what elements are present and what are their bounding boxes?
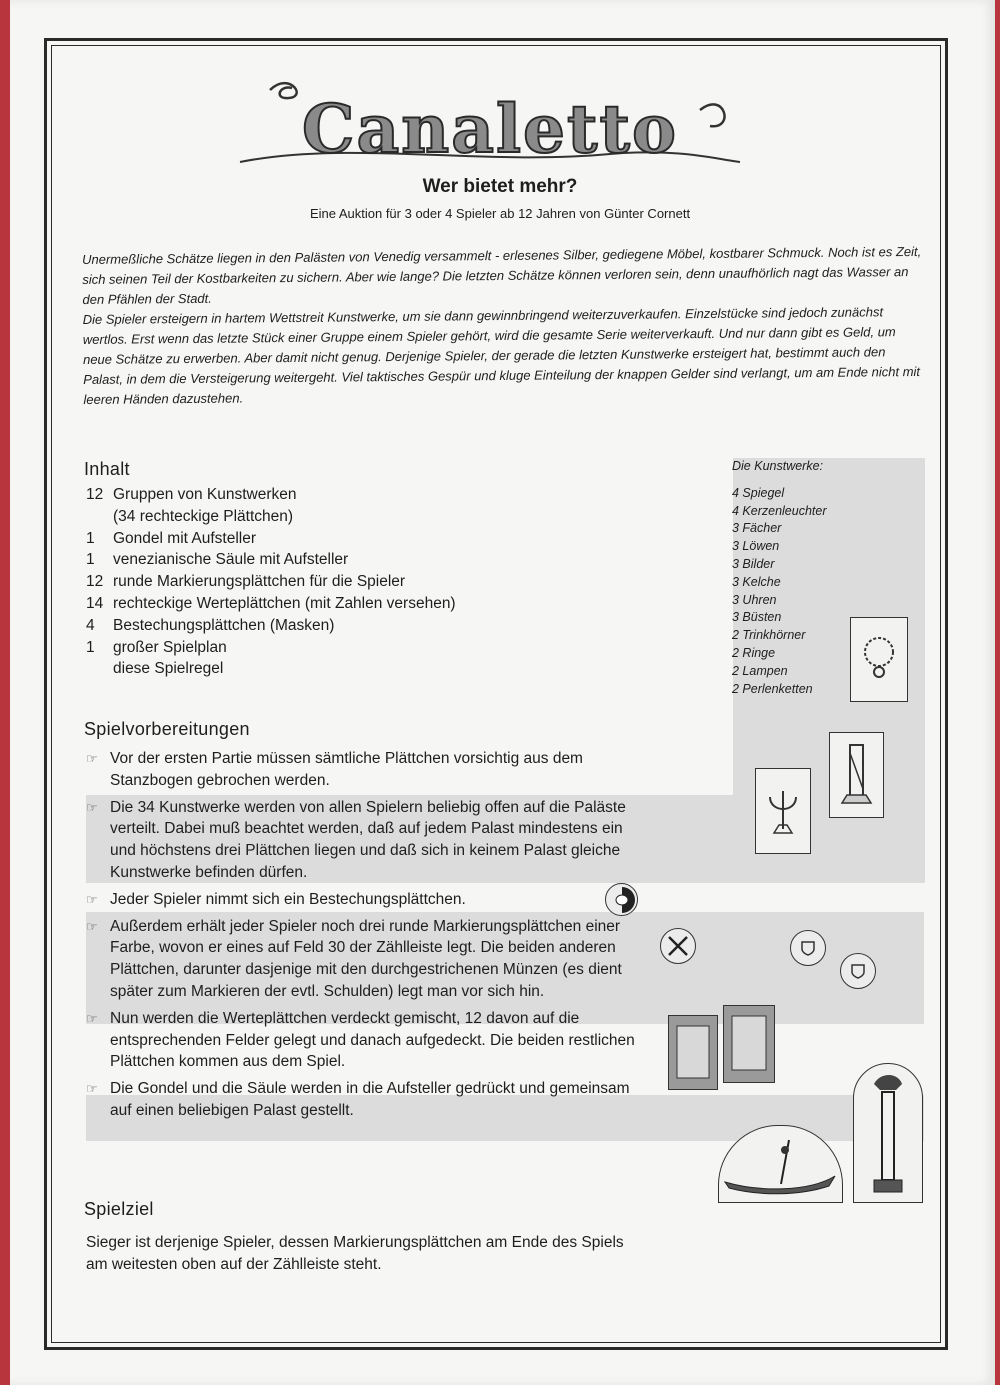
value-tile xyxy=(723,1005,775,1083)
canaletto-logo xyxy=(230,70,750,180)
prep-step xyxy=(86,889,646,911)
pointing-hand-icon: ☞ xyxy=(86,918,98,934)
candlestick-icon xyxy=(756,769,810,853)
intro-text xyxy=(82,242,923,410)
pointing-hand-icon: ☞ xyxy=(86,751,98,766)
intro-paragraph-1: Unermeßliche Schätze liegen in den Palästen von Venedig versammelt - erlesenes Silber, gediegene Möbel, kostbarer Schmuck. Noch ist es Zeit, sich seinen Teil der Kostbarkeiten zu sichern. Aber wie lange? Die letzten Schätze können verloren sein, denn unaufhörlich nagt das Wasser an den Pfählen der Stadt. xyxy=(82,243,922,307)
pointing-hand-icon: ☞ xyxy=(86,891,98,907)
column-stand xyxy=(853,1063,923,1203)
goal-text: Sieger ist derjenige Spieler, dessen Markierungsplättchen am Ende des Spiels am weitesten oben auf der Zählleiste steht. xyxy=(86,1234,624,1273)
contents-list xyxy=(86,484,526,680)
value-tile-art-icon xyxy=(724,1006,774,1082)
item-count: 1 xyxy=(86,529,95,547)
prep-step xyxy=(86,748,646,792)
contents-item xyxy=(86,549,526,571)
pointing-hand-icon: ☞ xyxy=(86,1081,98,1097)
gondola-icon xyxy=(719,1126,841,1202)
value-tile xyxy=(668,1015,718,1090)
artwork-item: 2 Trinkhörner xyxy=(732,628,806,643)
item-count: 1 xyxy=(86,638,95,656)
value-tile-art-icon xyxy=(669,1016,717,1089)
item-text: rechteckige Werteplättchen (mit Zahlen versehen) xyxy=(113,594,456,612)
prep-step xyxy=(86,1008,646,1073)
artwork-item: 2 Lampen xyxy=(732,663,788,678)
artwork-item: 2 Ringe xyxy=(732,645,776,660)
item-text: diese Spielregel xyxy=(113,660,224,678)
item-count: 12 xyxy=(86,486,104,503)
item-text: (34 rechteckige Plättchen) xyxy=(113,507,294,525)
prep-step xyxy=(86,1078,646,1122)
bust-tile xyxy=(829,732,884,818)
item-text: Gondel mit Aufsteller xyxy=(113,529,257,547)
item-text: Gruppen von Kunstwerken xyxy=(113,486,297,503)
crossed-coin-token xyxy=(660,928,696,964)
item-count xyxy=(86,506,113,528)
prep-step-text: Die Gondel und die Säule werden in die Aufsteller gedrückt und gemeinsam auf einen beliebigen Palast gestellt. xyxy=(110,1080,630,1119)
intro-paragraph-2: Die Spieler ersteigern in hartem Wettstreit Kunstwerke, um sie dann gewinnbringend weiterzuverkaufen. Einzelstücke sind jedoch zunächst wertlos. Erst wenn das letzte Stück einer Gruppe einem Spieler gehört, wird die gesamte Serie weiterverkauft. Und nur dann gibt es Geld, um neue Schätze zu erwerben. Aber damit nicht genug. Derjenige Spieler, der gerade die letzten Kunstwerke ersteigert hat, bestimmt auch den Palast, in dem die Versteigerung weitergeht. Viel taktisches Gespür und kluge Einteilung der knappen Gelder sind verlangt, um am Ende nicht mit leeren Händen dazustehen. xyxy=(82,304,921,407)
necklace-tile xyxy=(850,617,908,702)
item-text: venezianische Säule mit Aufsteller xyxy=(113,551,349,569)
byline: Eine Auktion für 3 oder 4 Spieler ab 12 Jahren von Günter Cornett xyxy=(309,206,691,221)
marker-token xyxy=(790,930,826,966)
artworks-heading: Die Kunstwerke: xyxy=(732,459,824,473)
goal-heading: Spielziel xyxy=(84,1199,154,1219)
item-text: runde Markierungsplättchen für die Spieler xyxy=(113,573,406,591)
prep-step xyxy=(86,797,646,884)
artwork-item: 4 Spiegel xyxy=(732,485,785,500)
pointing-hand-icon: ☞ xyxy=(86,1010,98,1026)
venetian-column-icon xyxy=(854,1064,922,1202)
item-text: Bestechungsplättchen (Masken) xyxy=(113,616,335,634)
artwork-item: 3 Löwen xyxy=(732,539,780,554)
item-count: 1 xyxy=(86,551,95,569)
item-count: 12 xyxy=(86,573,104,591)
preparation-list xyxy=(86,748,646,1127)
column-bust-icon xyxy=(830,733,883,817)
prep-step-text: Jeder Spieler nimmt sich ein Bestechungsplättchen. xyxy=(110,890,466,908)
pointing-hand-icon: ☞ xyxy=(86,799,98,815)
artwork-item: 3 Bilder xyxy=(732,556,775,571)
crest-icon xyxy=(798,938,818,958)
contents-item xyxy=(86,506,526,528)
prep-step-text: Die 34 Kunstwerke werden von allen Spielern beliebig offen auf die Paläste verteilt. Dabei muß beachtet werden, daß auf jedem Palast mindestens ein und höchstens drei Plättchen liegen und daß sich in keinem Palast gleiche Kunstwerke befinden dürfen. xyxy=(110,798,626,881)
prep-step-text: Nun werden die Werteplättchen verdeckt gemischt, 12 davon auf die entsprechenden Felder gelegt und danach aufgedeckt. Die beiden restlichen Plättchen kommen aus dem Spiel. xyxy=(110,1009,635,1071)
artwork-item: 3 Fächer xyxy=(732,521,782,536)
prep-step xyxy=(86,916,646,1003)
logo-text: Canaletto xyxy=(301,90,679,168)
contents-item xyxy=(86,637,526,659)
item-count: 14 xyxy=(86,594,104,612)
artwork-item: 2 Perlenketten xyxy=(732,681,813,696)
contents-heading: Inhalt xyxy=(84,459,130,479)
crossed-coins-icon xyxy=(663,931,693,961)
preparation-heading: Spielvorbereitungen xyxy=(84,719,250,739)
artwork-item: 3 Uhren xyxy=(732,592,777,607)
necklace-icon xyxy=(851,618,907,701)
marker-token xyxy=(840,953,876,989)
candlestick-tile xyxy=(755,768,811,854)
contents-item xyxy=(86,528,526,550)
contents-item xyxy=(86,571,526,593)
prep-step-text: Vor der ersten Partie müssen sämtliche Plättchen vorsichtig aus dem Stanzbogen gebrochen werden. xyxy=(110,750,583,789)
prep-step-text: Außerdem erhält jeder Spieler noch drei runde Markierungsplättchen einer Farbe, wovon er eines auf Feld 30 der Zählleiste legt. Die beiden anderen Plättchen, darunter dasjenige mit den durchgestrichenen Münzen (es dient später zum Markieren der evtl. Schulden) legt man vor sich hin. xyxy=(110,917,622,1000)
subtitle: Wer bietet mehr? xyxy=(422,176,578,197)
contents-item xyxy=(86,658,526,680)
item-count: 4 xyxy=(86,616,95,634)
item-count xyxy=(86,658,113,680)
contents-item xyxy=(86,593,526,615)
gondola-stand xyxy=(718,1125,843,1203)
crest-icon xyxy=(848,961,868,981)
artwork-item: 3 Büsten xyxy=(732,610,782,625)
artwork-item: 4 Kerzenleuchter xyxy=(732,503,827,518)
contents-item xyxy=(86,615,526,637)
contents-item xyxy=(86,484,526,506)
item-text: großer Spielplan xyxy=(113,638,227,656)
artwork-item: 3 Kelche xyxy=(732,574,781,589)
